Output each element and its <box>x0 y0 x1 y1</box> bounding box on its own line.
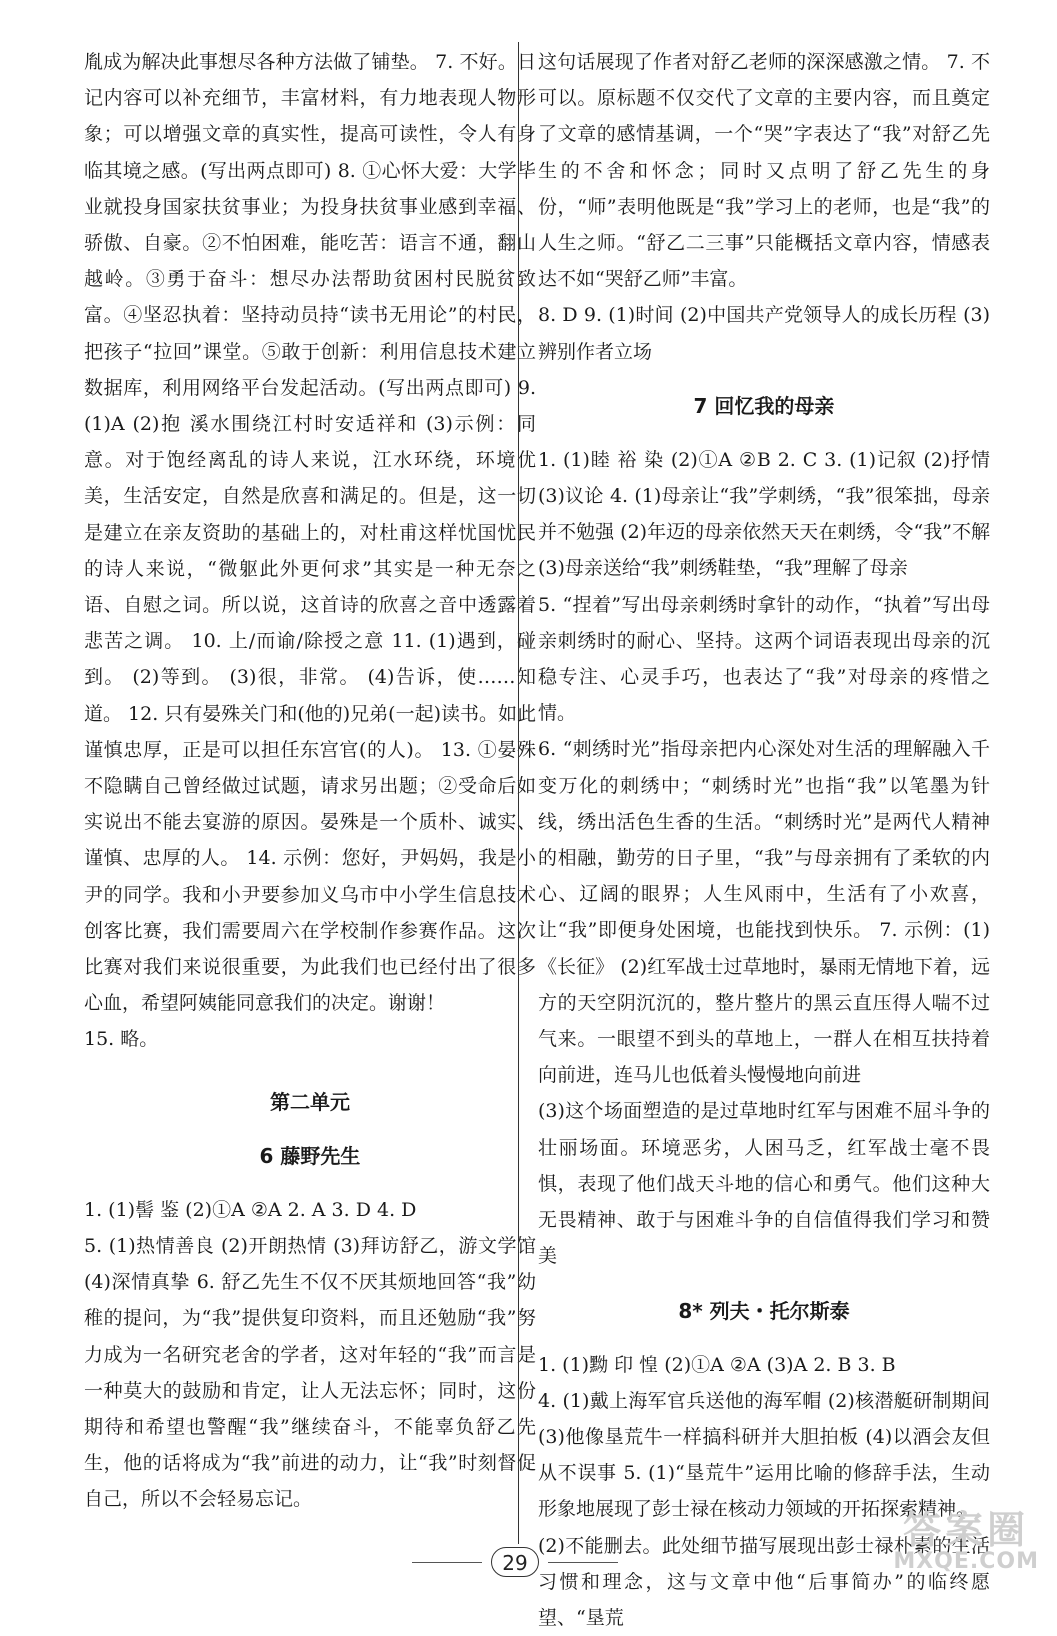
answer-paragraph: 4. (1)戴上海军官兵送他的海军帽 (2)核潜艇研制期间 (3)他像垦荒牛一样搞科研并大胆拍板 (4)以酒会友但从不误事 5. (1)“垦荒牛”运用比喻的修辞手法，生动形象地展现了彭士禄在核动力领域的开拓探索精神。 <box>538 1389 990 1521</box>
page-number-rule-right <box>548 1562 618 1563</box>
answer-paragraph: 5. “捏着”写出母亲刺绣时拿针的动作，“执着”写出母亲刺绣时的耐心、坚持。这两个词语表现出母亲的沉稳专注、心灵手巧，也表达了“我”对母亲的疼惜之情。 <box>538 593 990 725</box>
left-column <box>84 44 536 1518</box>
page-number: 29 <box>491 1547 539 1577</box>
answer-paragraph: (3)这个场面塑造的是过草地时红军与困难不屈斗争的壮丽场面。环境恶劣，人困马乏，红军战士毫不畏惧，表现了他们战天斗地的信心和勇气。他们这种大无畏精神、敢于与困难斗争的自信值得我们学习和赞美 <box>538 1100 990 1268</box>
watermark-logo <box>893 1510 1039 1574</box>
page-number-rule-left <box>412 1562 482 1563</box>
watermark-url: MXQE.COM <box>893 1549 1039 1574</box>
right-column <box>538 44 990 1636</box>
watermark-title: 答案圈 <box>903 1508 1030 1552</box>
unit-heading: 第二单元 <box>270 1089 350 1114</box>
answer-paragraph: 5. (1)热情善良 (2)开朗热情 (3)拜访舒乙，游文学馆 (4)深情真挚 6. 舒乙先生不仅不厌其烦地回答“我”幼稚的提问，为“我”提供复印资料，而且还勉励“我”努力成为一名研究老舍的学者，这对年轻的“我”而言是一种莫大的鼓励和肯定，让人无法忘怀；同时，这份期待和希望也警醒“我”继续奋斗，不能辜负舒乙先生，他的话将成为“我”前进的动力，让“我”时刻督促自己，所以不会轻易忘记。 <box>84 1234 536 1511</box>
answer-paragraph: (2)不能删去。此处细节描写展现出彭士禄朴素的生活习惯和理念，这与文章中他“后事简办”的临终愿望、“垦荒 <box>538 1534 990 1629</box>
answer-paragraph: 1. (1)睦 裕 染 (2)①A ②B 2. C 3. (1)记叙 (2)抒情 (3)议论 4. (1)母亲让“我”学刺绣，“我”很笨拙，母亲并不勉强 (2)年迈的母亲依然天天在刺绣，令“我”不解 (3)母亲送给“我”刺绣鞋垫，“我”理解了母亲 <box>538 448 990 580</box>
column-divider <box>518 42 519 1544</box>
answer-paragraph: 6. “刺绣时光”指母亲把内心深处对生活的理解融入千变万化的刺绣中；“刺绣时光”也指“我”以笔墨为针线，绣出活色生香的生活。“刺绣时光”是两代人精神的相融，勤劳的日子里，“我”与母亲拥有了柔软的内心、辽阔的眼界；人生风雨中，生活有了小欢喜，让“我”即便身处困境，也能找到快乐。 7. 示例：(1)《长征》 (2)红军战士过草地时，暴雨无情地下着，远方的天空阴沉沉的，整片整片的黑云直压得人喘不过气来。一眼望不到头的草地上，一群人在相互扶持着向前进，连马儿也低着头慢慢地向前进 <box>538 738 990 1087</box>
answer-paragraph: 这句话展现了作者对舒乙老师的深深感激之情。 7. 不可以。原标题不仅交代了文章的主要内容，而且奠定了文章的感情基调，一个“哭”字表达了“我”对舒乙先生的不舍和怀念；同时又点明了舒乙先生的身份，“师”表明他既是“我”学习上的老师，也是“我”的人生之师。“舒乙二三事”只能概括文章内容，情感表达不如“哭舒乙师”丰富。 <box>538 51 990 291</box>
answer-paragraph: 8. D 9. (1)时间 (2)中国共产党领导人的成长历程 (3)辨别作者立场 <box>538 304 990 363</box>
answer-paragraph: 1. (1)髻 鉴 (2)①A ②A 2. A 3. D 4. D <box>84 1198 417 1221</box>
lesson-heading: 8* 列夫・托尔斯泰 <box>678 1298 850 1323</box>
lesson-heading: 6 藤野先生 <box>259 1143 361 1168</box>
answer-paragraph: 15. 略。 <box>84 1028 159 1051</box>
lesson-heading: 7 回忆我的母亲 <box>693 393 835 418</box>
answer-paragraph: 胤成为解决此事想尽各种方法做了铺垫。 7. 不好。日记内容可以补充细节，丰富材料，有力地表现人物形象；可以增强文章的真实性，提高可读性，令人有身临其境之感。(写出两点即可) 8. ①心怀大爱：大学毕业就投身国家扶贫事业；为投身扶贫事业感到幸福、骄傲、自豪。②不怕困难，能吃苦：语言不通，翻山越岭。③勇于奋斗：想尽办法帮助贫困村民脱贫致富。④坚忍执着：坚持动员持“读书无用论”的村民，把孩子“拉回”课堂。⑤敢于创新：利用信息技术建立数据库，利用网络平台发起活动。(写出两点即可) 9. (1)A (2)抱 溪水围绕江村时安适祥和 (3)示例：同意。对于饱经离乱的诗人来说，江水环绕，环境优美，生活安定，自然是欣喜和满足的。但是，这一切是建立在亲友资助的基础上的，对杜甫这样忧国忧民的诗人来说，“微躯此外更何求”其实是一种无奈之语、自慰之词。所以说，这首诗的欣喜之音中透露着悲苦之调。 10. 上/而谕/除授之意 11. (1)遇到，碰到。 (2)等到。 (3)很，非常。 (4)告诉，使……知道。 12. 只有晏殊关门和(他的)兄弟(一起)读书。如此谨慎忠厚，正是可以担任东宫官(的人)。 13. ①晏殊不隐瞒自己曾经做过试题，请求另出题；②受命后如实说出不能去宴游的原因。晏殊是一个质朴、诚实、谨慎、忠厚的人。 14. 示例：您好，尹妈妈，我是小尹的同学。我和小尹要参加义乌市中小学生信息技术创客比赛，我们需要周六在学校制作参赛作品。这次比赛对我们来说很重要，为此我们也已经付出了很多心血，希望阿姨能同意我们的决定。谢谢！ <box>84 51 536 1015</box>
answer-paragraph: 1. (1)黝 印 惶 (2)①A ②A (3)A 2. B 3. B <box>538 1353 896 1376</box>
